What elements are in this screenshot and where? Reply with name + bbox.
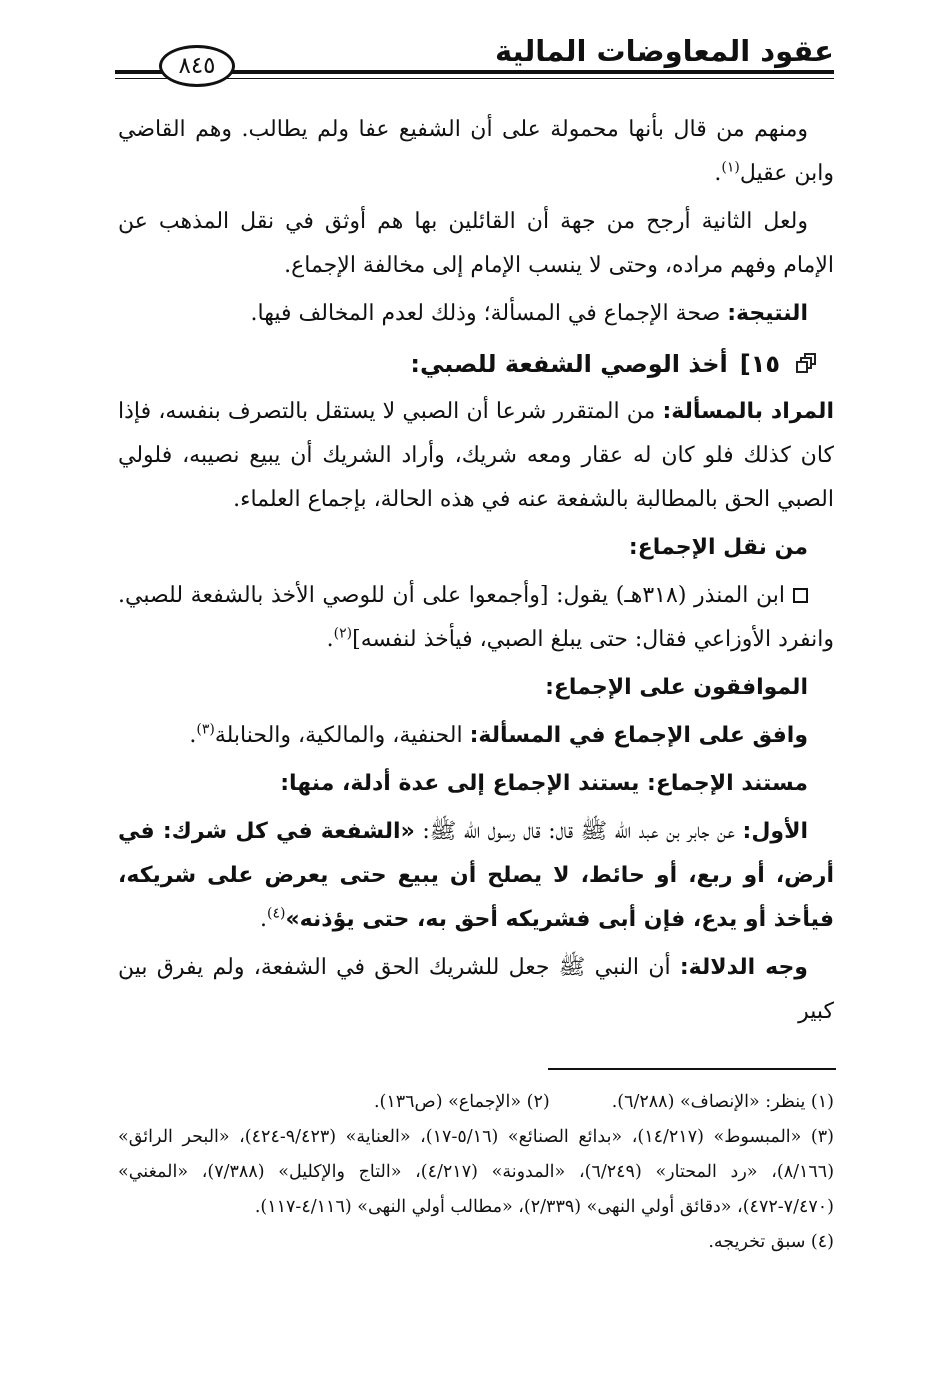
body-text <box>118 108 834 1038</box>
section-title: أخذ الوصي الشفعة للصبي: <box>410 350 728 378</box>
paragraph: المراد بالمسألة: من المتقرر شرعا أن الصبي لا يستقل بالتصرف بنفسه، فإذا كان كذلك فلو كان له عقار ومعه شريك، وأراد الشريك أن يبيع نصيبه، فلولي الصبي الحق بالمطالبة بالشفعة عنه في هذه الحالة، بإجماع العلماء. <box>118 399 834 512</box>
section-heading-row <box>118 342 834 386</box>
page-number: ٨٤٥ <box>159 45 235 87</box>
running-title: عقود المعاوضات المالية <box>494 34 834 68</box>
hadith-text: «الشفعة في كل شرك: في أرض، أو ربع، أو حائط، لا يصلح أن يبيع حتى يعرض على شريكه، فيأخذ أو يدع، فإن أبى فشريكه أحق به، حتى يؤذنه» <box>118 819 834 932</box>
footnote-separator <box>548 1068 836 1070</box>
footnote-row <box>118 1085 834 1120</box>
definition-label: المراد بالمسألة: <box>662 399 834 424</box>
section-number: ١٥] <box>739 350 780 378</box>
footnote-ref[interactable]: (١) <box>721 159 740 176</box>
paragraph: وافق على الإجماع في المسألة: الحنفية، والمالكية، والحنابلة$^{(٣)}$. <box>189 721 808 748</box>
paragraph: ولعل الثانية أرجح من جهة أن القائلين بها هم أوثق في نقل المذهب عن الإمام وفهم مراده، وحتى لا ينسب الإمام إلى مخالفة الإجماع. <box>118 209 834 278</box>
footnote-ref[interactable]: (٣) <box>196 721 215 738</box>
footnote-ref[interactable]: (٤) <box>267 905 286 922</box>
quote-paragraph: ابن المنذر (٣١٨هـ) يقول: [وأجمعوا على أن للوصي الأخذ بالشفعة للصبي. وانفرد الأوزاعي فقال: حتى يبلغ الصبي، فيأخذ لنفسه]$^{(٢)}$. <box>118 583 834 652</box>
hadith-paragraph: الأول: عن جابر بن عبد الله ﷺ قال: قال رسول الله ﷺ: «الشفعة في كل شرك: في أرض، أو ربع، أو حائط، لا يصلح أن يبيع حتى يعرض على شريكه، فيأخذ أو يدع، فإن أبى فشريكه أحق به، حتى يؤذنه»$^{(٤)}$. <box>118 819 834 932</box>
result-label: النتيجة: <box>727 301 808 326</box>
paragraph: وجه الدلالة: أن النبي ﷺ جعل للشريك الحق في الشفعة، ولم يفرق بين كبير <box>118 955 834 1024</box>
footnote-1: (١) ينظر: «الإنصاف» (٦/٢٨٨). <box>611 1092 834 1112</box>
subheading: الموافقون على الإجماع: <box>545 675 808 700</box>
footnote-4: (٤) سبق تخريجه. <box>708 1232 834 1252</box>
footnote-2: (٢) «الإجماع» (ص١٣٦). <box>373 1092 550 1112</box>
footnote-ref[interactable]: (٢) <box>333 625 353 642</box>
result-paragraph: النتيجة: صحة الإجماع في المسألة؛ وذلك لعدم المخالف فيها. <box>250 301 808 326</box>
footnotes <box>118 1085 834 1260</box>
checkbox-icon <box>793 588 808 603</box>
footnote-3: (٣) «المبسوط» (١٤/٢١٧)، «بدائع الصنائع» (٥/١٦-١٧)، «العناية» (٩/٤٢٣-٤٢٤)، «البحر الرائق» (٨/١٦٦)، «رد المحتار» (٦/٢٤٩)، «المدونة» (٤/٢١٧)، «التاج والإكليل» (٧/٣٨٨)، «المغني» (٧/٤٧٠-٤٧٢)، «دقائق أولي النهى» (٢/٣٣٩)، «مطالب أولي النهى» (٤/١١٦-١١٧). <box>118 1127 835 1217</box>
subheading: مستند الإجماع: يستند الإجماع إلى عدة أدلة، منها: <box>280 771 808 796</box>
subheading: من نقل الإجماع: <box>628 535 808 560</box>
section-stack-icon <box>792 353 816 375</box>
page-header <box>115 30 834 90</box>
paragraph: ومنهم من قال بأنها محمولة على أن الشفيع عفا ولم يطالب. وهم القاضي وابن عقيل$^{(١)}$. <box>118 117 834 186</box>
